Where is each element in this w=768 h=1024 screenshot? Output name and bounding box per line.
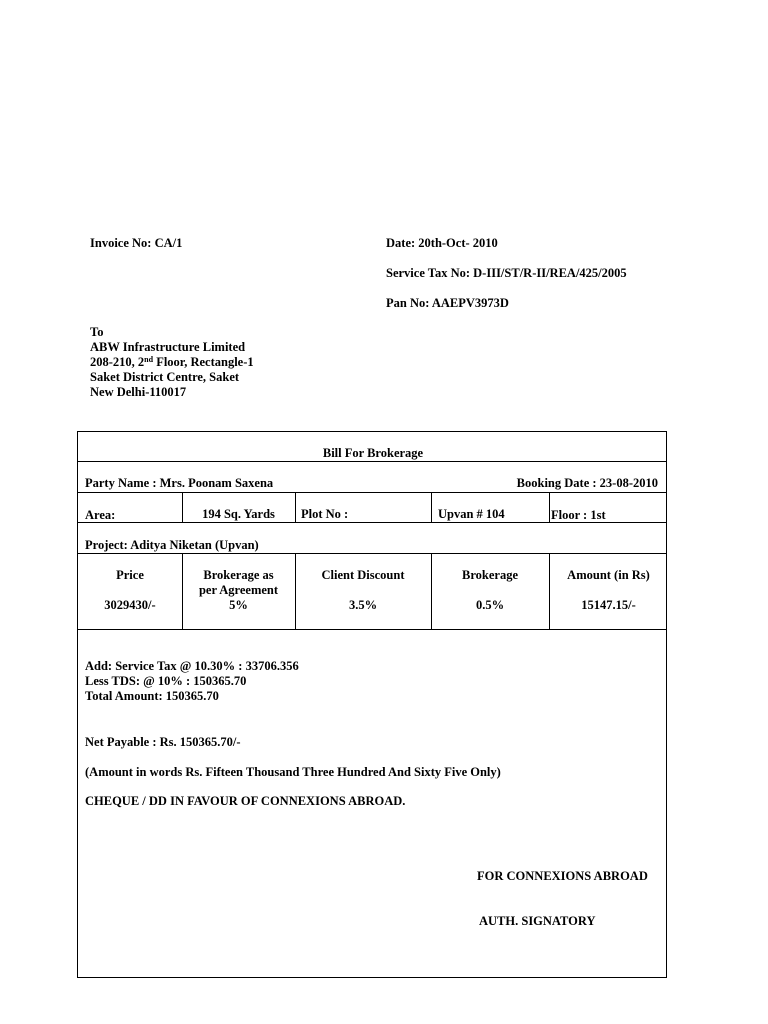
divider bbox=[295, 553, 296, 629]
project: Project: Aditya Niketan (Upvan) bbox=[85, 538, 259, 552]
floor: Floor : 1st bbox=[551, 508, 606, 522]
divider bbox=[78, 492, 666, 493]
net-payable: Net Payable : Rs. 150365.70/- bbox=[85, 735, 241, 749]
brokerage-agreement-value: 5% bbox=[229, 598, 248, 612]
pan-number: Pan No: AAEPV3973D bbox=[386, 296, 509, 310]
brokerage-value: 0.5% bbox=[475, 598, 505, 612]
divider bbox=[549, 553, 550, 629]
divider bbox=[549, 492, 550, 522]
divider bbox=[78, 461, 666, 462]
tds-line: Less TDS: @ 10% : 150365.70 bbox=[85, 674, 247, 688]
divider bbox=[295, 492, 296, 522]
auth-signatory: AUTH. SIGNATORY bbox=[479, 914, 596, 928]
area-value: 194 Sq. Yards bbox=[202, 507, 275, 521]
recipient-address-line2: Saket District Centre, Saket bbox=[90, 370, 240, 384]
amount-in-words: (Amount in words Rs. Fifteen Thousand Three Hundred And Sixty Five Only) bbox=[85, 765, 501, 779]
plot-number: Plot No : bbox=[301, 507, 349, 521]
total-amount: Total Amount: 150365.70 bbox=[85, 689, 219, 703]
price-header: Price bbox=[116, 568, 144, 582]
service-tax-line: Add: Service Tax @ 10.30% : 33706.356 bbox=[85, 659, 299, 673]
invoice-date: Date: 20th-Oct- 2010 bbox=[386, 236, 498, 250]
brokerage-agreement-header: Brokerage as per Agreement bbox=[198, 568, 279, 597]
party-name: Party Name : Mrs. Poonam Saxena bbox=[85, 476, 274, 490]
to-label: To bbox=[90, 325, 104, 339]
cheque-note: CHEQUE / DD IN FAVOUR OF CONNEXIONS ABROAD. bbox=[85, 794, 406, 808]
client-discount-value: 3.5% bbox=[348, 598, 378, 612]
brokerage-header: Brokerage bbox=[461, 568, 518, 582]
recipient-address-line3: New Delhi-110017 bbox=[90, 385, 187, 399]
booking-date: Booking Date : 23-08-2010 bbox=[516, 476, 658, 490]
invoice-number: Invoice No: CA/1 bbox=[90, 236, 183, 250]
upvan-number: Upvan # 104 bbox=[438, 507, 505, 521]
for-company: FOR CONNEXIONS ABROAD bbox=[477, 869, 648, 883]
divider bbox=[78, 629, 666, 630]
recipient-address-line1: 208-210, 2nd Floor, Rectangle-1 bbox=[90, 355, 254, 369]
divider bbox=[431, 492, 432, 522]
service-tax-number: Service Tax No: D-III/ST/R-II/REA/425/2005 bbox=[386, 266, 627, 280]
recipient-address bbox=[90, 325, 254, 400]
amount-header: Amount (in Rs) bbox=[567, 568, 650, 582]
price-value: 3029430/- bbox=[104, 598, 156, 612]
bill-box bbox=[77, 431, 667, 978]
amount-value: 15147.15/- bbox=[581, 598, 636, 612]
divider bbox=[431, 553, 432, 629]
area-label: Area: bbox=[85, 508, 116, 522]
divider bbox=[78, 553, 666, 554]
client-discount-header: Client Discount bbox=[321, 568, 405, 582]
bill-title: Bill For Brokerage bbox=[322, 446, 424, 460]
recipient-company: ABW Infrastructure Limited bbox=[90, 340, 246, 354]
